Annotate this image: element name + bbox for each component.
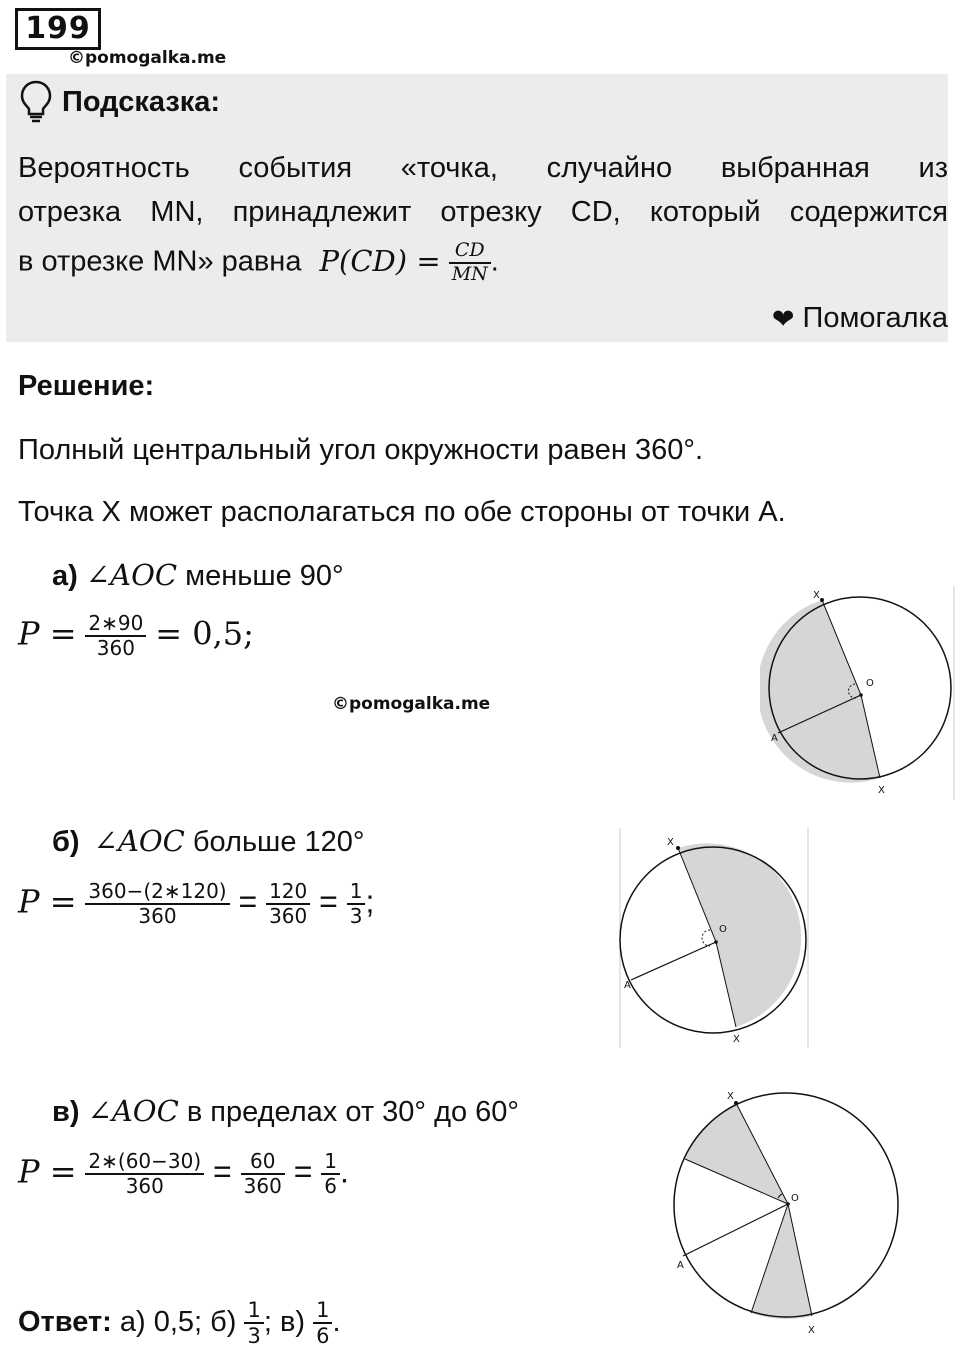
- case-a-angle: ∠AOC: [85, 558, 178, 592]
- figure-c-label-o: O: [791, 1193, 799, 1204]
- case-c-lhs: P =: [18, 1152, 77, 1191]
- figure-case-c: [664, 1084, 904, 1346]
- figure-b-point-o: [714, 940, 718, 944]
- case-b-numerator-1: 360−(2∗120): [85, 880, 229, 905]
- case-c-text: в пределах от 30° до 60°: [186, 1096, 520, 1128]
- brand-name: Помогалка: [802, 302, 948, 334]
- hint-line-3-text: в отрезке MN» равна: [18, 245, 302, 278]
- figure-b-angle-arc: [702, 930, 710, 946]
- solution-paragraph-2: Точка X может располагаться по обе стороны от точки А.: [18, 496, 786, 528]
- case-c-angle: ∠AOC: [87, 1094, 179, 1128]
- answer-b-denominator: 3: [247, 1324, 261, 1349]
- case-b-text: больше 120°: [192, 826, 365, 858]
- figure-b-point-x1: [676, 846, 680, 850]
- hint-formula-lhs: P(CD) =: [319, 243, 441, 278]
- figure-c-point-x1: [734, 1101, 738, 1105]
- case-b-equals-2: =: [319, 883, 338, 920]
- answer-b-numerator: 1: [244, 1298, 263, 1324]
- figure-c-label-x1: X: [727, 1091, 734, 1102]
- case-b-label: б): [52, 826, 80, 858]
- case-c-fraction-1: [85, 1150, 204, 1198]
- case-b-numerator-2: 120: [266, 880, 310, 905]
- figure-c-label-x2: X: [808, 1325, 815, 1336]
- case-c-numerator-1: 2∗(60−30): [85, 1150, 204, 1175]
- case-b-denominator-2: 360: [269, 904, 308, 928]
- figure-case-b: [612, 826, 816, 1050]
- case-a-result: = 0,5;: [155, 614, 254, 653]
- answer-line: [18, 1298, 341, 1348]
- brand-signature: [772, 302, 948, 335]
- case-c-fraction-3: [321, 1150, 340, 1198]
- answer-c-numerator: 1: [313, 1298, 332, 1324]
- figure-b-shaded-sector: [678, 843, 801, 1027]
- figure-c-shaded-sector-1: [685, 1103, 788, 1204]
- case-a-lhs: P =: [18, 614, 77, 653]
- answer-part-a: а) 0,5; б): [119, 1305, 237, 1338]
- figure-b-radius-a: [631, 942, 716, 980]
- case-b-heading: [52, 824, 365, 859]
- answer-c-denominator: 6: [316, 1324, 330, 1349]
- lightbulb-icon: [20, 80, 52, 124]
- figure-a-label-o: O: [866, 678, 874, 689]
- figure-a-point-o: [859, 693, 863, 697]
- case-c-numerator-2: 60: [241, 1150, 285, 1175]
- hint-title: Подсказка:: [62, 86, 221, 118]
- answer-fraction-b: [244, 1298, 263, 1348]
- figure-c-shaded-sector-2: [751, 1204, 812, 1319]
- watermark: ©pomogalka.me: [68, 48, 227, 68]
- heart-icon: ❤: [771, 304, 795, 334]
- case-b-fraction-1: [85, 880, 229, 928]
- figure-a-shaded-sector: [760, 600, 880, 783]
- figure-a-point-x1: [820, 598, 824, 602]
- case-c-equals-2: =: [293, 1153, 313, 1190]
- case-b-denominator-3: 3: [349, 904, 363, 928]
- case-c-denominator-3: 6: [324, 1174, 338, 1198]
- figure-a-label-x2: X: [878, 785, 885, 796]
- case-a-label: а): [52, 560, 78, 592]
- case-b-numerator-3: 1: [347, 880, 366, 905]
- case-a-text: меньше 90°: [185, 560, 344, 592]
- case-a-formula: [18, 612, 254, 660]
- solution-paragraph-1: Полный центральный угол окружности равен 360°.: [18, 434, 703, 466]
- figure-c-radius-a: [683, 1204, 788, 1256]
- hint-line-2: отрезка MN, принадлежит отрезку CD, который содержится: [18, 196, 948, 228]
- case-c-numerator-3: 1: [321, 1150, 340, 1175]
- answer-middle: ; в): [263, 1305, 306, 1338]
- mid-watermark: ©pomogalka.me: [332, 694, 491, 714]
- case-b-fraction-3: [347, 880, 366, 928]
- figure-b-label-a: A: [624, 980, 631, 991]
- hint-formula-numerator: CD: [449, 240, 491, 264]
- figure-case-a: [760, 586, 960, 802]
- case-b-fraction-2: [266, 880, 310, 928]
- case-b-end: ;: [365, 883, 375, 920]
- hint-formula-denominator: MN: [451, 262, 488, 285]
- answer-label: Ответ:: [18, 1305, 112, 1338]
- hint-line-3: [18, 240, 499, 286]
- case-a-denominator: 360: [96, 636, 135, 660]
- figure-b-label-x1: X: [667, 837, 674, 848]
- case-c-fraction-2: [241, 1150, 285, 1198]
- case-b-formula: [18, 880, 374, 928]
- case-b-lhs: P =: [18, 882, 77, 921]
- solution-heading: Решение:: [18, 370, 155, 402]
- case-c-denominator-1: 360: [125, 1174, 164, 1198]
- case-c-equals-1: =: [213, 1153, 232, 1190]
- case-a-heading: [52, 558, 344, 593]
- case-c-heading: [52, 1094, 519, 1129]
- figure-b-label-x2: X: [733, 1034, 740, 1045]
- figure-b-label-o: O: [719, 924, 727, 935]
- case-a-fraction: [85, 612, 146, 660]
- figure-c-point-o: [786, 1202, 790, 1206]
- case-b-equals-1: =: [238, 883, 258, 920]
- hint-formula-fraction: [449, 240, 491, 286]
- case-c-label: в): [52, 1096, 80, 1128]
- hint-formula-end: .: [490, 245, 499, 278]
- figure-a-label-x1: X: [813, 590, 820, 601]
- case-a-numerator: 2∗90: [85, 612, 146, 637]
- hint-line-1: Вероятность события «точка, случайно выбранная из: [18, 152, 948, 184]
- answer-end: .: [332, 1305, 341, 1338]
- figure-c-label-a: A: [677, 1260, 684, 1271]
- case-c-end: .: [340, 1153, 349, 1190]
- answer-fraction-c: [313, 1298, 332, 1348]
- case-c-formula: [18, 1150, 349, 1198]
- task-number: 199: [15, 8, 101, 50]
- case-b-angle: ∠AOC: [93, 824, 185, 858]
- figure-a-label-a: A: [771, 733, 778, 744]
- case-b-denominator-1: 360: [138, 904, 177, 928]
- case-c-denominator-2: 360: [243, 1174, 282, 1198]
